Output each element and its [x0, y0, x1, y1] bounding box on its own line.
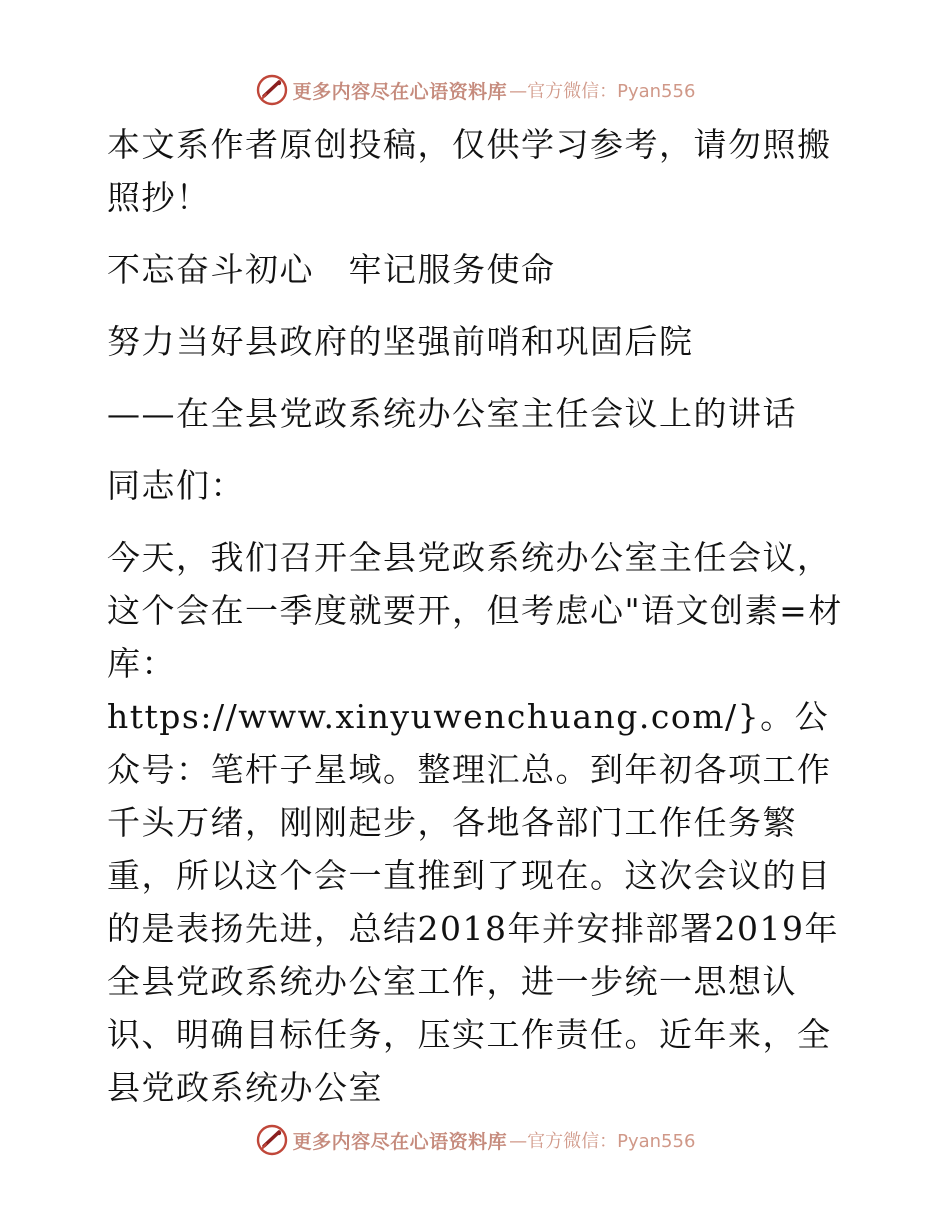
subtitle: ——在全县党政系统办公室主任会议上的讲话 [107, 394, 797, 433]
watermark-wechat-text: —官方微信：Pyan556 [509, 1131, 696, 1152]
watermark-brand-text: 更多内容尽在心语资料库 [292, 80, 508, 103]
watermark-wechat-text: —官方微信：Pyan556 [509, 81, 696, 102]
title-line-1: 不忘奋斗初心 牢记服务使命 [107, 250, 556, 289]
salutation: 同志们： [107, 466, 245, 505]
brush-logo-icon [255, 73, 289, 107]
document-body [97, 118, 853, 1114]
brush-logo-icon [255, 1123, 289, 1157]
watermark-brand-text: 更多内容尽在心语资料库 [292, 1130, 508, 1153]
body-paragraph: 今天，我们召开全县党政系统办公室主任会议，这个会在一季度就要开，但考虑心"语文创素=材库：https://www.xinyuwenchuang.com/}。公众号：笔杆子星域。整理汇总。到年初各项工作千头万绪，刚刚起步，各地各部门工作任务繁重，所以这个会一直推到了现在。这次会议的目的是表扬先进，总结2018年并安排部署2019年全县党政系统办公室工作，进一步统一思想认识、明确目标任务，压实工作责任。近年来，全县党政系统办公室 [107, 538, 843, 1107]
title-line-2: 努力当好县政府的坚强前哨和巩固后院 [107, 322, 694, 361]
header-watermark-banner [0, 70, 950, 110]
copyright-notice: 本文系作者原创投稿，仅供学习参考，请勿照搬照抄！ [107, 125, 832, 217]
footer-watermark-banner [0, 1120, 950, 1160]
